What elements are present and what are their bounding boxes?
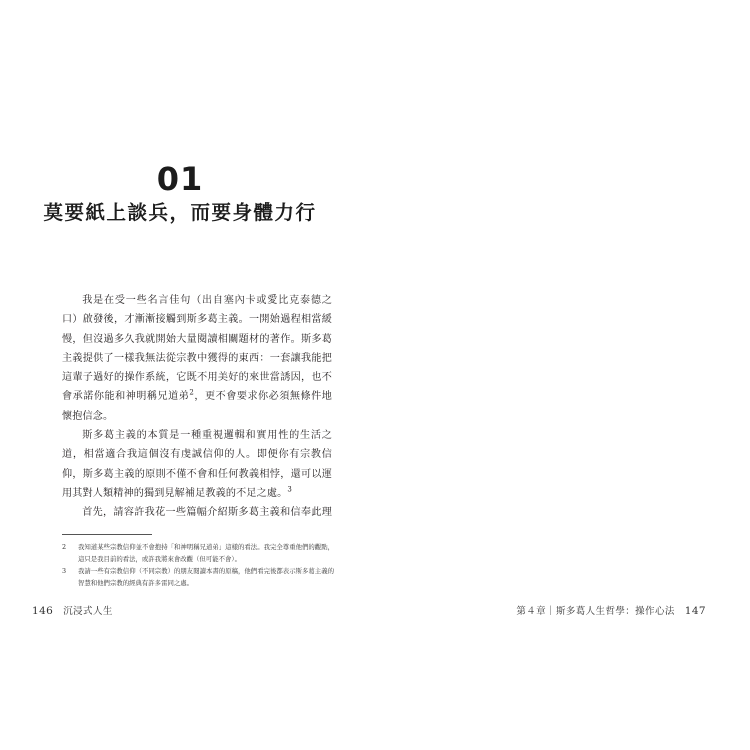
page-number: 147 bbox=[684, 605, 706, 617]
paragraph: 斯多葛主義的本質是一種重視邏輯和實用性的生活之道，相當適合我這個沒有虔誠信仰的人。即便你有宗教信仰，斯多葛主義的原則不僅不會和任何教義相悖，還可以運用其對人類精神的獨到見解補足教義的不足之處。$^3$ bbox=[62, 430, 332, 499]
chapter-number: 01 bbox=[156, 160, 204, 198]
running-head: 沉浸式人生 bbox=[63, 606, 113, 617]
footnote-divider bbox=[62, 534, 152, 535]
right-page bbox=[375, 0, 750, 750]
left-body-text bbox=[62, 291, 332, 521]
chapter-running-head: 第４章｜斯多葛人生哲學：操作心法 bbox=[516, 606, 675, 617]
page-number: 146 bbox=[32, 605, 54, 617]
footnote bbox=[62, 541, 334, 565]
chapter-title: 莫要紙上談兵，而要身體力行 bbox=[43, 201, 317, 224]
footnotes bbox=[62, 541, 334, 589]
footnote-number: 2 bbox=[62, 543, 67, 551]
paragraph: 首先，請容許我花一些篇幅介紹斯多葛主義和信奉此理 bbox=[82, 507, 332, 519]
footnote-number: 3 bbox=[62, 567, 67, 575]
footnote-text: 我請一些有宗教信仰（不同宗教）的朋友閱讀本書的原稿，他們看完後都表示斯多葛主義的智慧和他們宗教的經典有許多雷同之處。 bbox=[78, 567, 334, 587]
footnote bbox=[62, 565, 334, 589]
paragraph: 我是在受一些名言佳句（出自塞內卡或愛比克泰德之口）啟發後，才漸漸接觸到斯多葛主義。一開始過程相當緩慢，但沒過多久我就開始大量閱讀相關題材的著作。斯多葛主義提供了一樣我無法從宗教中獲得的東西：一套讓我能把這輩子過好的操作系統，它既不用美好的來世當誘因，也不會承諾你能和神明稱兄道弟$^2$，更不會要求你必須無條件地懷抱信念。 bbox=[62, 295, 332, 422]
right-folio bbox=[516, 603, 706, 617]
footnote-ref[interactable]: 2 bbox=[189, 389, 194, 398]
left-folio bbox=[32, 603, 113, 617]
footnote-ref[interactable]: 3 bbox=[287, 485, 292, 494]
footnote-text: 我知道某些宗教信仰並不會抱持「和神明稱兄道弟」這樣的看法。我完全尊重他們的觀點，這只是我目前的看法，或許我將來會改觀（但可能不會）。 bbox=[78, 543, 334, 563]
